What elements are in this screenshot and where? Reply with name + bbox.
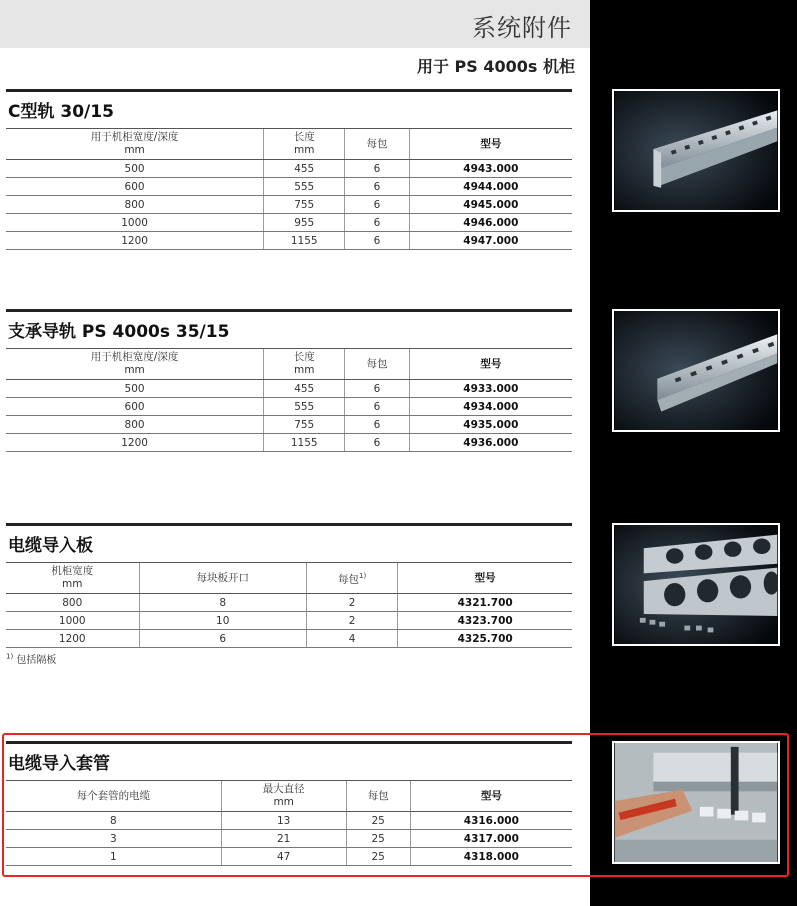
section-support-rail: [6, 309, 572, 452]
table-row: [6, 630, 572, 648]
table-cell: 3: [6, 830, 221, 848]
section-divider: [6, 309, 572, 312]
table-row: [6, 196, 572, 214]
table-cell: 8: [139, 594, 306, 612]
table-cell: 600: [6, 178, 264, 196]
table-row: [6, 434, 572, 452]
table-cell: 4325.700: [398, 630, 572, 648]
table-cell: 1200: [6, 434, 264, 452]
column-header: 型号: [409, 129, 572, 160]
table-cell: 4935.000: [409, 416, 572, 434]
column-header: 型号: [409, 349, 572, 380]
table-cell: 21: [221, 830, 346, 848]
column-header: 型号: [410, 781, 572, 812]
table-row: [6, 398, 572, 416]
column-header: 用于机柜宽度/深度 mm: [6, 349, 264, 380]
table-cell: 4317.000: [410, 830, 572, 848]
table-cell: 500: [6, 380, 264, 398]
selection-highlight: [2, 733, 789, 877]
column-header: 每包$^{1)}$: [306, 563, 397, 594]
table-cell: 4321.700: [398, 594, 572, 612]
table-cell: 755: [264, 416, 345, 434]
table-cell: 6: [345, 380, 409, 398]
section-divider: [6, 523, 572, 526]
table-cell: 4933.000: [409, 380, 572, 398]
table-row: [6, 214, 572, 232]
table-cell: 2: [306, 594, 397, 612]
table-cell: 1200: [6, 630, 139, 648]
column-header: 每个套管的电缆: [6, 781, 221, 812]
table-cell: 6: [345, 196, 409, 214]
table-cell: 955: [264, 214, 345, 232]
table-cell: 25: [346, 830, 410, 848]
table-cell: 800: [6, 416, 264, 434]
table-cell: 6: [345, 178, 409, 196]
table-cell: 6: [139, 630, 306, 648]
table-cell: 4: [306, 630, 397, 648]
table-cell: 4323.700: [398, 612, 572, 630]
section-c-rail: [6, 89, 572, 250]
table-cell: 4318.000: [410, 848, 572, 866]
column-header: 每包: [345, 129, 409, 160]
table-cell: 4945.000: [409, 196, 572, 214]
spec-table: [6, 562, 572, 648]
table-cell: 4934.000: [409, 398, 572, 416]
section-divider: [6, 89, 572, 92]
cable-entry-plate-image: [612, 523, 780, 646]
table-cell: 800: [6, 594, 139, 612]
table-cell: 1155: [264, 434, 345, 452]
table-row: [6, 160, 572, 178]
table-cell: 1155: [264, 232, 345, 250]
table-cell: 1: [6, 848, 221, 866]
page-title: 系统附件: [472, 14, 572, 42]
footnote: $^{1)}$ 包括隔板: [6, 652, 57, 666]
column-header: 用于机柜宽度/深度 mm: [6, 129, 264, 160]
footnote-marker: 1): [359, 571, 367, 580]
table-cell: 6: [345, 434, 409, 452]
table-cell: 4946.000: [409, 214, 572, 232]
table-cell: 6: [345, 160, 409, 178]
table-cell: 25: [346, 812, 410, 830]
section-cable-entry-plate: [6, 523, 572, 666]
table-row: [6, 416, 572, 434]
column-header: 长度 mm: [264, 349, 345, 380]
table-cell: 4943.000: [409, 160, 572, 178]
table-cell: 47: [221, 848, 346, 866]
table-cell: 10: [139, 612, 306, 630]
table-cell: 555: [264, 178, 345, 196]
table-cell: 6: [345, 214, 409, 232]
page-subtitle: 用于 PS 4000s 机柜: [416, 57, 575, 76]
table-cell: 455: [264, 160, 345, 178]
table-cell: 455: [264, 380, 345, 398]
column-header: 机柜宽度 mm: [6, 563, 139, 594]
table-row: [6, 232, 572, 250]
table-cell: 4944.000: [409, 178, 572, 196]
table-cell: 6: [345, 398, 409, 416]
column-header: 最大直径 mm: [221, 781, 346, 812]
table-cell: 600: [6, 398, 264, 416]
section-title: 支承导轨 PS 4000s 35/15: [8, 322, 230, 342]
table-row: [6, 612, 572, 630]
table-cell: 4936.000: [409, 434, 572, 452]
column-header: 型号: [398, 563, 572, 594]
table-cell: 1000: [6, 214, 264, 232]
table-cell: 4947.000: [409, 232, 572, 250]
table-row: [6, 178, 572, 196]
table-cell: 25: [346, 848, 410, 866]
table-cell: 1000: [6, 612, 139, 630]
table-cell: 8: [6, 812, 221, 830]
support-rail-image: [612, 309, 780, 432]
c-rail-image: [612, 89, 780, 212]
table-cell: 4316.000: [410, 812, 572, 830]
table-cell: 2: [306, 612, 397, 630]
table-row: [6, 380, 572, 398]
column-header: 每包: [346, 781, 410, 812]
table-cell: 13: [221, 812, 346, 830]
table-cell: 1200: [6, 232, 264, 250]
table-cell: 6: [345, 416, 409, 434]
table-row: [6, 594, 572, 612]
header-band: [0, 0, 590, 48]
section-title: 电缆导入套管: [8, 754, 110, 774]
table-cell: 755: [264, 196, 345, 214]
section-title: 电缆导入板: [8, 536, 93, 556]
table-cell: 555: [264, 398, 345, 416]
column-header: 长度 mm: [264, 129, 345, 160]
section-title: C型轨 30/15: [8, 102, 114, 122]
spec-table: [6, 128, 572, 250]
column-header: 每包: [345, 349, 409, 380]
table-cell: 800: [6, 196, 264, 214]
column-header: 每块板开口: [139, 563, 306, 594]
table-cell: 6: [345, 232, 409, 250]
table-cell: 500: [6, 160, 264, 178]
spec-table: [6, 348, 572, 452]
